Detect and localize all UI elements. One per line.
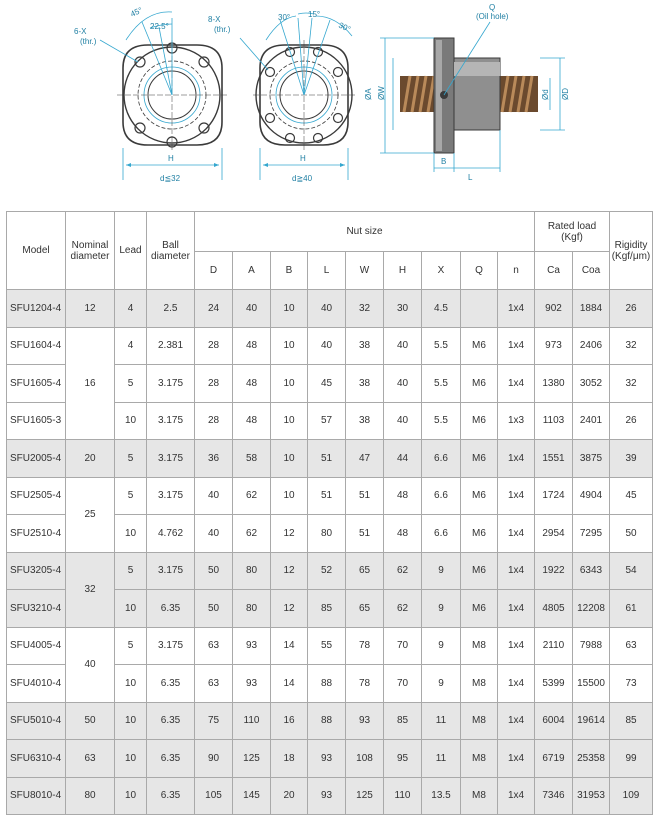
cell-q: M8 — [461, 627, 498, 665]
cell-n: 1x4 — [498, 590, 535, 628]
cell-a: 40 — [233, 290, 271, 328]
cell-nominal-diameter: 12 — [66, 290, 115, 328]
header-nominal-diameter: Nominal diameter — [66, 212, 115, 290]
cell-a: 80 — [233, 590, 271, 628]
cell-l: 55 — [308, 627, 346, 665]
cell-nominal-diameter: 50 — [66, 702, 115, 740]
cell-rigidity: 32 — [610, 327, 653, 365]
cell-ca: 5399 — [535, 665, 573, 703]
cell-q: M8 — [461, 740, 498, 778]
header-nut-size: Nut size — [195, 212, 535, 252]
cell-w: 51 — [346, 515, 384, 553]
cell-q: M6 — [461, 440, 498, 478]
flange-drawing-8-hole — [208, 10, 355, 183]
header-n: n — [498, 252, 535, 290]
cell-coa: 2401 — [573, 402, 610, 440]
cell-rigidity: 39 — [610, 440, 653, 478]
table-row — [7, 740, 653, 778]
cell-ball-diameter: 3.175 — [147, 477, 195, 515]
cell-l: 88 — [308, 665, 346, 703]
cell-b: 18 — [271, 740, 308, 778]
header-model: Model — [7, 212, 66, 290]
cell-ca: 2954 — [535, 515, 573, 553]
cell-n: 1x4 — [498, 702, 535, 740]
cell-model: SFU1605-4 — [7, 365, 66, 403]
header-l: L — [308, 252, 346, 290]
header-coa: Coa — [573, 252, 610, 290]
table-row — [7, 777, 653, 815]
table-row — [7, 440, 653, 478]
cell-a: 125 — [233, 740, 271, 778]
header-rigidity: Rigidity (Kgf/μm) — [610, 212, 653, 290]
cell-h: 95 — [384, 740, 422, 778]
cell-q: M8 — [461, 702, 498, 740]
cell-ball-diameter: 6.35 — [147, 702, 195, 740]
cell-n: 1x4 — [498, 665, 535, 703]
cell-x: 9 — [422, 627, 461, 665]
cell-coa: 7988 — [573, 627, 610, 665]
table-row — [7, 327, 653, 365]
cell-nominal-diameter: 32 — [66, 552, 115, 627]
cell-n: 1x4 — [498, 740, 535, 778]
cell-ca: 7346 — [535, 777, 573, 815]
cell-x: 4.5 — [422, 290, 461, 328]
angle-mid-label: 15° — [308, 10, 321, 19]
cell-coa: 15500 — [573, 665, 610, 703]
header-rated-load: Rated load (Kgf) — [535, 212, 610, 252]
cell-l: 40 — [308, 327, 346, 365]
cell-lead: 10 — [115, 740, 147, 778]
cell-rigidity: 85 — [610, 702, 653, 740]
cell-q: M6 — [461, 590, 498, 628]
cell-lead: 4 — [115, 327, 147, 365]
cell-l: 57 — [308, 402, 346, 440]
cell-h: 44 — [384, 440, 422, 478]
cell-d: 50 — [195, 552, 233, 590]
cell-q: M8 — [461, 665, 498, 703]
cell-q: M6 — [461, 327, 498, 365]
cell-n: 1x4 — [498, 290, 535, 328]
cell-h: 62 — [384, 590, 422, 628]
cell-l: 52 — [308, 552, 346, 590]
thread-sub-label-b: (thr.) — [214, 25, 231, 34]
cell-n: 1x4 — [498, 477, 535, 515]
cell-rigidity: 32 — [610, 365, 653, 403]
cell-lead: 10 — [115, 590, 147, 628]
cell-h: 40 — [384, 402, 422, 440]
cell-b: 10 — [271, 290, 308, 328]
table-row — [7, 627, 653, 665]
cell-lead: 10 — [115, 515, 147, 553]
cell-model: SFU5010-4 — [7, 702, 66, 740]
angle-outer-label: 45° — [129, 5, 144, 19]
thread-label-b: 8-X — [208, 15, 221, 24]
cell-ca: 1551 — [535, 440, 573, 478]
cell-rigidity: 26 — [610, 290, 653, 328]
cell-lead: 5 — [115, 552, 147, 590]
dim-h-label-b: H — [300, 154, 306, 163]
cell-ball-diameter: 3.175 — [147, 552, 195, 590]
cell-rigidity: 99 — [610, 740, 653, 778]
cell-q: M8 — [461, 777, 498, 815]
cell-b: 12 — [271, 515, 308, 553]
cell-q — [461, 290, 498, 328]
angle-right-label: 30° — [337, 20, 352, 34]
cell-nominal-diameter: 25 — [66, 477, 115, 552]
cell-model: SFU4010-4 — [7, 665, 66, 703]
cell-w: 38 — [346, 365, 384, 403]
cell-a: 110 — [233, 702, 271, 740]
cell-h: 40 — [384, 365, 422, 403]
cell-d: 63 — [195, 627, 233, 665]
dim-d-small-label: Ød — [541, 89, 550, 100]
cell-l: 40 — [308, 290, 346, 328]
cell-x: 5.5 — [422, 402, 461, 440]
cell-h: 62 — [384, 552, 422, 590]
cell-x: 9 — [422, 590, 461, 628]
cell-x: 11 — [422, 740, 461, 778]
cell-ball-diameter: 3.175 — [147, 440, 195, 478]
cell-d: 28 — [195, 365, 233, 403]
cell-ball-diameter: 2.5 — [147, 290, 195, 328]
cell-x: 13.5 — [422, 777, 461, 815]
cell-ca: 902 — [535, 290, 573, 328]
cell-model: SFU2510-4 — [7, 515, 66, 553]
cell-a: 93 — [233, 627, 271, 665]
cell-x: 9 — [422, 665, 461, 703]
cell-d: 28 — [195, 402, 233, 440]
cell-b: 10 — [271, 477, 308, 515]
cell-coa: 12208 — [573, 590, 610, 628]
cell-w: 38 — [346, 327, 384, 365]
cell-w: 108 — [346, 740, 384, 778]
cell-l: 88 — [308, 702, 346, 740]
cell-h: 48 — [384, 477, 422, 515]
cell-rigidity: 61 — [610, 590, 653, 628]
cell-nominal-diameter: 40 — [66, 627, 115, 702]
cell-x: 9 — [422, 552, 461, 590]
cell-rigidity: 109 — [610, 777, 653, 815]
cell-nominal-diameter: 80 — [66, 777, 115, 815]
header-h: H — [384, 252, 422, 290]
header-q: Q — [461, 252, 498, 290]
cell-q: M6 — [461, 552, 498, 590]
cell-lead: 10 — [115, 702, 147, 740]
cell-rigidity: 45 — [610, 477, 653, 515]
cell-x: 11 — [422, 702, 461, 740]
dim-a-label: ØA — [364, 88, 373, 100]
cell-coa: 3052 — [573, 365, 610, 403]
cell-w: 78 — [346, 627, 384, 665]
cell-lead: 10 — [115, 777, 147, 815]
cell-b: 10 — [271, 327, 308, 365]
cell-d: 63 — [195, 665, 233, 703]
cell-coa: 6343 — [573, 552, 610, 590]
cell-n: 1x4 — [498, 627, 535, 665]
cell-b: 20 — [271, 777, 308, 815]
cell-b: 14 — [271, 665, 308, 703]
cell-w: 32 — [346, 290, 384, 328]
cell-d: 40 — [195, 477, 233, 515]
cell-lead: 10 — [115, 402, 147, 440]
cell-w: 38 — [346, 402, 384, 440]
q-label: Q — [489, 3, 496, 12]
cell-d: 36 — [195, 440, 233, 478]
cell-coa: 25358 — [573, 740, 610, 778]
cell-rigidity: 73 — [610, 665, 653, 703]
cell-a: 48 — [233, 402, 271, 440]
cell-model: SFU1204-4 — [7, 290, 66, 328]
cell-b: 10 — [271, 402, 308, 440]
cell-w: 93 — [346, 702, 384, 740]
cell-a: 48 — [233, 327, 271, 365]
cell-d: 28 — [195, 327, 233, 365]
cell-ball-diameter: 4.762 — [147, 515, 195, 553]
cell-q: M6 — [461, 515, 498, 553]
header-a: A — [233, 252, 271, 290]
drawings-svg — [0, 0, 668, 200]
cell-coa: 3875 — [573, 440, 610, 478]
cell-n: 1x4 — [498, 552, 535, 590]
cell-coa: 7295 — [573, 515, 610, 553]
header-d: D — [195, 252, 233, 290]
cell-a: 93 — [233, 665, 271, 703]
table-row — [7, 552, 653, 590]
cell-ca: 4805 — [535, 590, 573, 628]
ball-nut-spec-table — [6, 211, 653, 815]
cell-rigidity: 50 — [610, 515, 653, 553]
cell-h: 85 — [384, 702, 422, 740]
cell-ca: 6004 — [535, 702, 573, 740]
cell-a: 48 — [233, 365, 271, 403]
cell-d: 105 — [195, 777, 233, 815]
cell-model: SFU6310-4 — [7, 740, 66, 778]
cell-coa: 2406 — [573, 327, 610, 365]
cell-l: 93 — [308, 740, 346, 778]
dim-d-label-b: d≧40 — [292, 174, 313, 183]
table-row — [7, 702, 653, 740]
oil-hole-label: (Oil hole) — [476, 12, 509, 21]
cell-a: 80 — [233, 552, 271, 590]
cell-n: 1x4 — [498, 327, 535, 365]
cell-ca: 1922 — [535, 552, 573, 590]
cell-w: 47 — [346, 440, 384, 478]
cell-w: 65 — [346, 552, 384, 590]
cell-l: 80 — [308, 515, 346, 553]
cell-ball-diameter: 2.381 — [147, 327, 195, 365]
cell-lead: 5 — [115, 440, 147, 478]
cell-q: M6 — [461, 402, 498, 440]
cell-coa: 4904 — [573, 477, 610, 515]
cell-coa: 31953 — [573, 777, 610, 815]
angle-left-label: 30° — [278, 13, 291, 22]
cell-h: 30 — [384, 290, 422, 328]
cell-model: SFU3210-4 — [7, 590, 66, 628]
cell-ball-diameter: 6.35 — [147, 777, 195, 815]
cell-b: 10 — [271, 440, 308, 478]
header-lead: Lead — [115, 212, 147, 290]
cell-a: 58 — [233, 440, 271, 478]
cell-w: 51 — [346, 477, 384, 515]
cell-ca: 2110 — [535, 627, 573, 665]
cell-h: 70 — [384, 627, 422, 665]
cell-l: 51 — [308, 440, 346, 478]
cell-w: 78 — [346, 665, 384, 703]
cell-b: 14 — [271, 627, 308, 665]
cell-ball-diameter: 6.35 — [147, 740, 195, 778]
dim-b-label: B — [441, 157, 447, 166]
header-x: X — [422, 252, 461, 290]
cell-ca: 6719 — [535, 740, 573, 778]
cell-l: 51 — [308, 477, 346, 515]
cell-ball-diameter: 6.35 — [147, 590, 195, 628]
cell-ball-diameter: 6.35 — [147, 665, 195, 703]
cell-a: 145 — [233, 777, 271, 815]
cell-x: 6.6 — [422, 515, 461, 553]
thread-label-a: 6-X — [74, 27, 87, 36]
cell-model: SFU2505-4 — [7, 477, 66, 515]
dim-d-label-a: d≦32 — [160, 174, 181, 183]
cell-coa: 1884 — [573, 290, 610, 328]
cell-l: 93 — [308, 777, 346, 815]
cell-ball-diameter: 3.175 — [147, 365, 195, 403]
cell-nominal-diameter: 63 — [66, 740, 115, 778]
cell-d: 40 — [195, 515, 233, 553]
cell-l: 85 — [308, 590, 346, 628]
cell-model: SFU1604-4 — [7, 327, 66, 365]
header-b: B — [271, 252, 308, 290]
dim-w-label: ØW — [377, 86, 386, 100]
cell-lead: 4 — [115, 290, 147, 328]
cell-rigidity: 63 — [610, 627, 653, 665]
thread-sub-label-a: (thr.) — [80, 37, 97, 46]
cell-x: 6.6 — [422, 440, 461, 478]
cell-q: M6 — [461, 477, 498, 515]
cell-rigidity: 54 — [610, 552, 653, 590]
cell-h: 70 — [384, 665, 422, 703]
cell-ball-diameter: 3.175 — [147, 402, 195, 440]
cell-d: 24 — [195, 290, 233, 328]
cell-h: 40 — [384, 327, 422, 365]
cell-lead: 5 — [115, 627, 147, 665]
cell-ca: 1724 — [535, 477, 573, 515]
cell-ca: 973 — [535, 327, 573, 365]
cell-ca: 1380 — [535, 365, 573, 403]
cell-x: 5.5 — [422, 327, 461, 365]
cell-w: 125 — [346, 777, 384, 815]
nut-side-view — [364, 3, 570, 182]
cell-h: 110 — [384, 777, 422, 815]
cell-d: 50 — [195, 590, 233, 628]
cell-n: 1x4 — [498, 777, 535, 815]
table-row — [7, 290, 653, 328]
cell-model: SFU1605-3 — [7, 402, 66, 440]
cell-rigidity: 26 — [610, 402, 653, 440]
cell-nominal-diameter: 16 — [66, 327, 115, 440]
cell-lead: 5 — [115, 477, 147, 515]
technical-drawings — [0, 0, 668, 200]
flange-drawing-6-hole — [74, 6, 228, 183]
cell-n: 1x4 — [498, 440, 535, 478]
cell-a: 62 — [233, 515, 271, 553]
cell-d: 90 — [195, 740, 233, 778]
cell-b: 10 — [271, 365, 308, 403]
cell-model: SFU3205-4 — [7, 552, 66, 590]
cell-n: 1x4 — [498, 365, 535, 403]
angle-inner-label: 22.5° — [150, 22, 169, 31]
cell-b: 16 — [271, 702, 308, 740]
cell-lead: 10 — [115, 665, 147, 703]
cell-b: 12 — [271, 590, 308, 628]
cell-n: 1x3 — [498, 402, 535, 440]
cell-a: 62 — [233, 477, 271, 515]
cell-d: 75 — [195, 702, 233, 740]
header-ca: Ca — [535, 252, 573, 290]
cell-b: 12 — [271, 552, 308, 590]
cell-model: SFU8010-4 — [7, 777, 66, 815]
cell-ball-diameter: 3.175 — [147, 627, 195, 665]
cell-w: 65 — [346, 590, 384, 628]
cell-l: 45 — [308, 365, 346, 403]
dim-l-label: L — [468, 173, 473, 182]
cell-model: SFU2005-4 — [7, 440, 66, 478]
dim-h-label-a: H — [168, 154, 174, 163]
cell-ca: 1103 — [535, 402, 573, 440]
cell-q: M6 — [461, 365, 498, 403]
dim-d-big-label: ØD — [561, 88, 570, 100]
table-body — [7, 290, 653, 815]
cell-x: 6.6 — [422, 477, 461, 515]
cell-coa: 19614 — [573, 702, 610, 740]
cell-h: 48 — [384, 515, 422, 553]
cell-n: 1x4 — [498, 515, 535, 553]
cell-lead: 5 — [115, 365, 147, 403]
table-row — [7, 477, 653, 515]
header-w: W — [346, 252, 384, 290]
cell-nominal-diameter: 20 — [66, 440, 115, 478]
cell-x: 5.5 — [422, 365, 461, 403]
header-ball-diameter: Ball diameter — [147, 212, 195, 290]
cell-model: SFU4005-4 — [7, 627, 66, 665]
